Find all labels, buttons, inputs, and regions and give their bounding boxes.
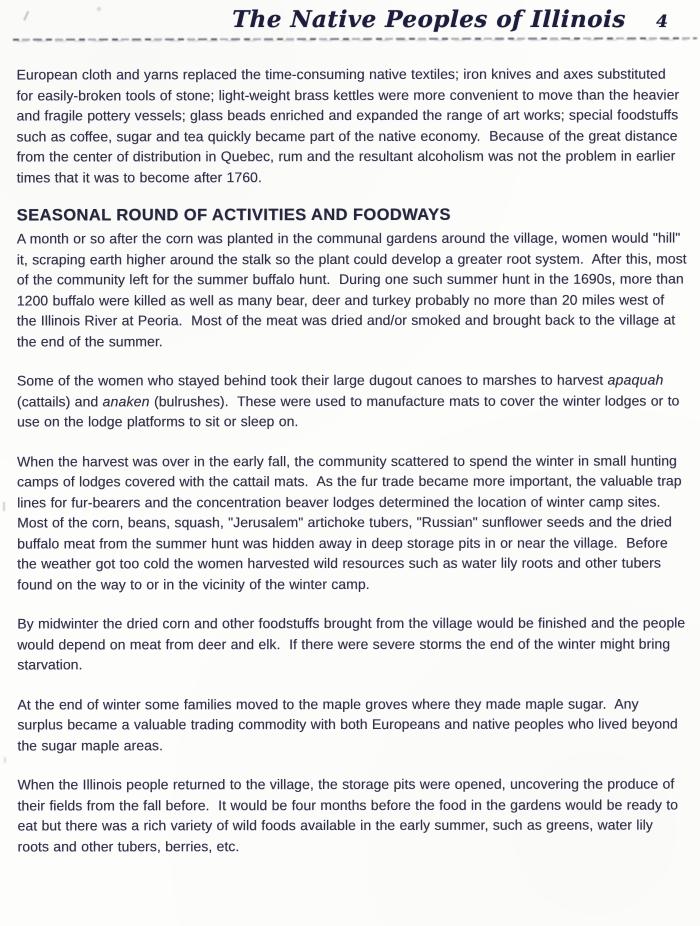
paragraph-european-trade: European cloth and yarns replaced the time-consuming native textiles; iron knives and axes substituted for easily-broken tools of stone; light-weight brass kettles were more convenient to move than the heavier and fragile pottery vessels; glass beads enriched and expanded the range of art works; special foodstuffs such as coffee, sugar and tea quickly became part of the native economy. Because of the great distance from the center of distribution in Quebec, rum and the resultant alcoholism was not the problem in earlier times that it was to become after 1760.	[16, 65, 680, 185]
paragraph-corn-hilling: A month or so after the corn was planted in the communal gardens around the village, women would "hill" it, scraping earth higher around the stalk so the plant could develop a greater root system. After this, most of the community left for the summer buffalo hunt. During one such summer hunt in the 1690s, more than 1200 buffalo were killed as well as many bear, deer and turkey probably no more than 20 miles west of the Illinois River at Peoria. Most of the meat was dried and/or smoked and brought back to the village at the end of the summer.	[16, 229, 687, 349]
paragraph-segment: (cattails) and	[16, 392, 103, 409]
document-title: The Native Peoples of Illinois	[231, 6, 627, 33]
page-number: 4	[656, 12, 668, 32]
paragraph-winter-camps: When the harvest was over in the early fall, the community scattered to spend the winter in small hunting camps of lodges covered with the cattail mats. As the fur trade became more important, the valuable trap lines for fur-bearers and the concentration beaver lodges determined the location of winter camp sites. Most of the corn, beans, squash, "Jerusalem" artichoke tubers, "Russian" sunflower seeds and the dried buffalo meat from the summer hunt was hidden away in deep storage pits in or near the village. Before the weather got too cold the women harvested wild resources such as water lily roots and other tubers found on the way to or in the vicinity of the winter camp.	[16, 452, 682, 592]
native-term-apaquah: apaquah	[607, 371, 664, 388]
paragraph-segment: (bulrushes). These were used to manufacture mats to cover the winter lodges or to use on the lodge platforms to sit or sleep on.	[16, 392, 680, 430]
section-heading: SEASONAL ROUND OF ACTIVITIES AND FOODWAYS	[16, 205, 451, 225]
paragraph-maple-sugar: At the end of winter some families moved to the maple groves where they made maple sugar. Any surplus became a valuable trading commodity with both Europeans and native peoples who lived beyond the sugar maple areas.	[17, 695, 678, 753]
page-header	[0, 0, 700, 32]
header-divider-line	[13, 37, 697, 40]
header-row	[0, 0, 700, 32]
paragraph-segment: Some of the women who stayed behind took their large dugout canoes to marshes to harvest	[16, 371, 608, 389]
native-term-anaken: anaken	[102, 392, 150, 409]
document-body	[0, 64, 700, 857]
paragraph-return-to-village: When the Illinois people returned to the village, the storage pits were opened, uncovering the produce of their fields from the fall before. It would be four months before the food in the gardens would be ready to eat but there was a rich variety of wild foods available in the early summer, such as greens, water lily roots and other tubers, berries, etc.	[17, 775, 679, 854]
paragraph-canoe-harvest	[17, 370, 687, 432]
paragraph-midwinter: By midwinter the dried corn and other foodstuffs brought from the village would be finished and the people would depend on meat from deer and elk. If there were severe storms the end of the winter might bring starvation.	[17, 614, 686, 673]
scan-artifact	[97, 7, 101, 11]
